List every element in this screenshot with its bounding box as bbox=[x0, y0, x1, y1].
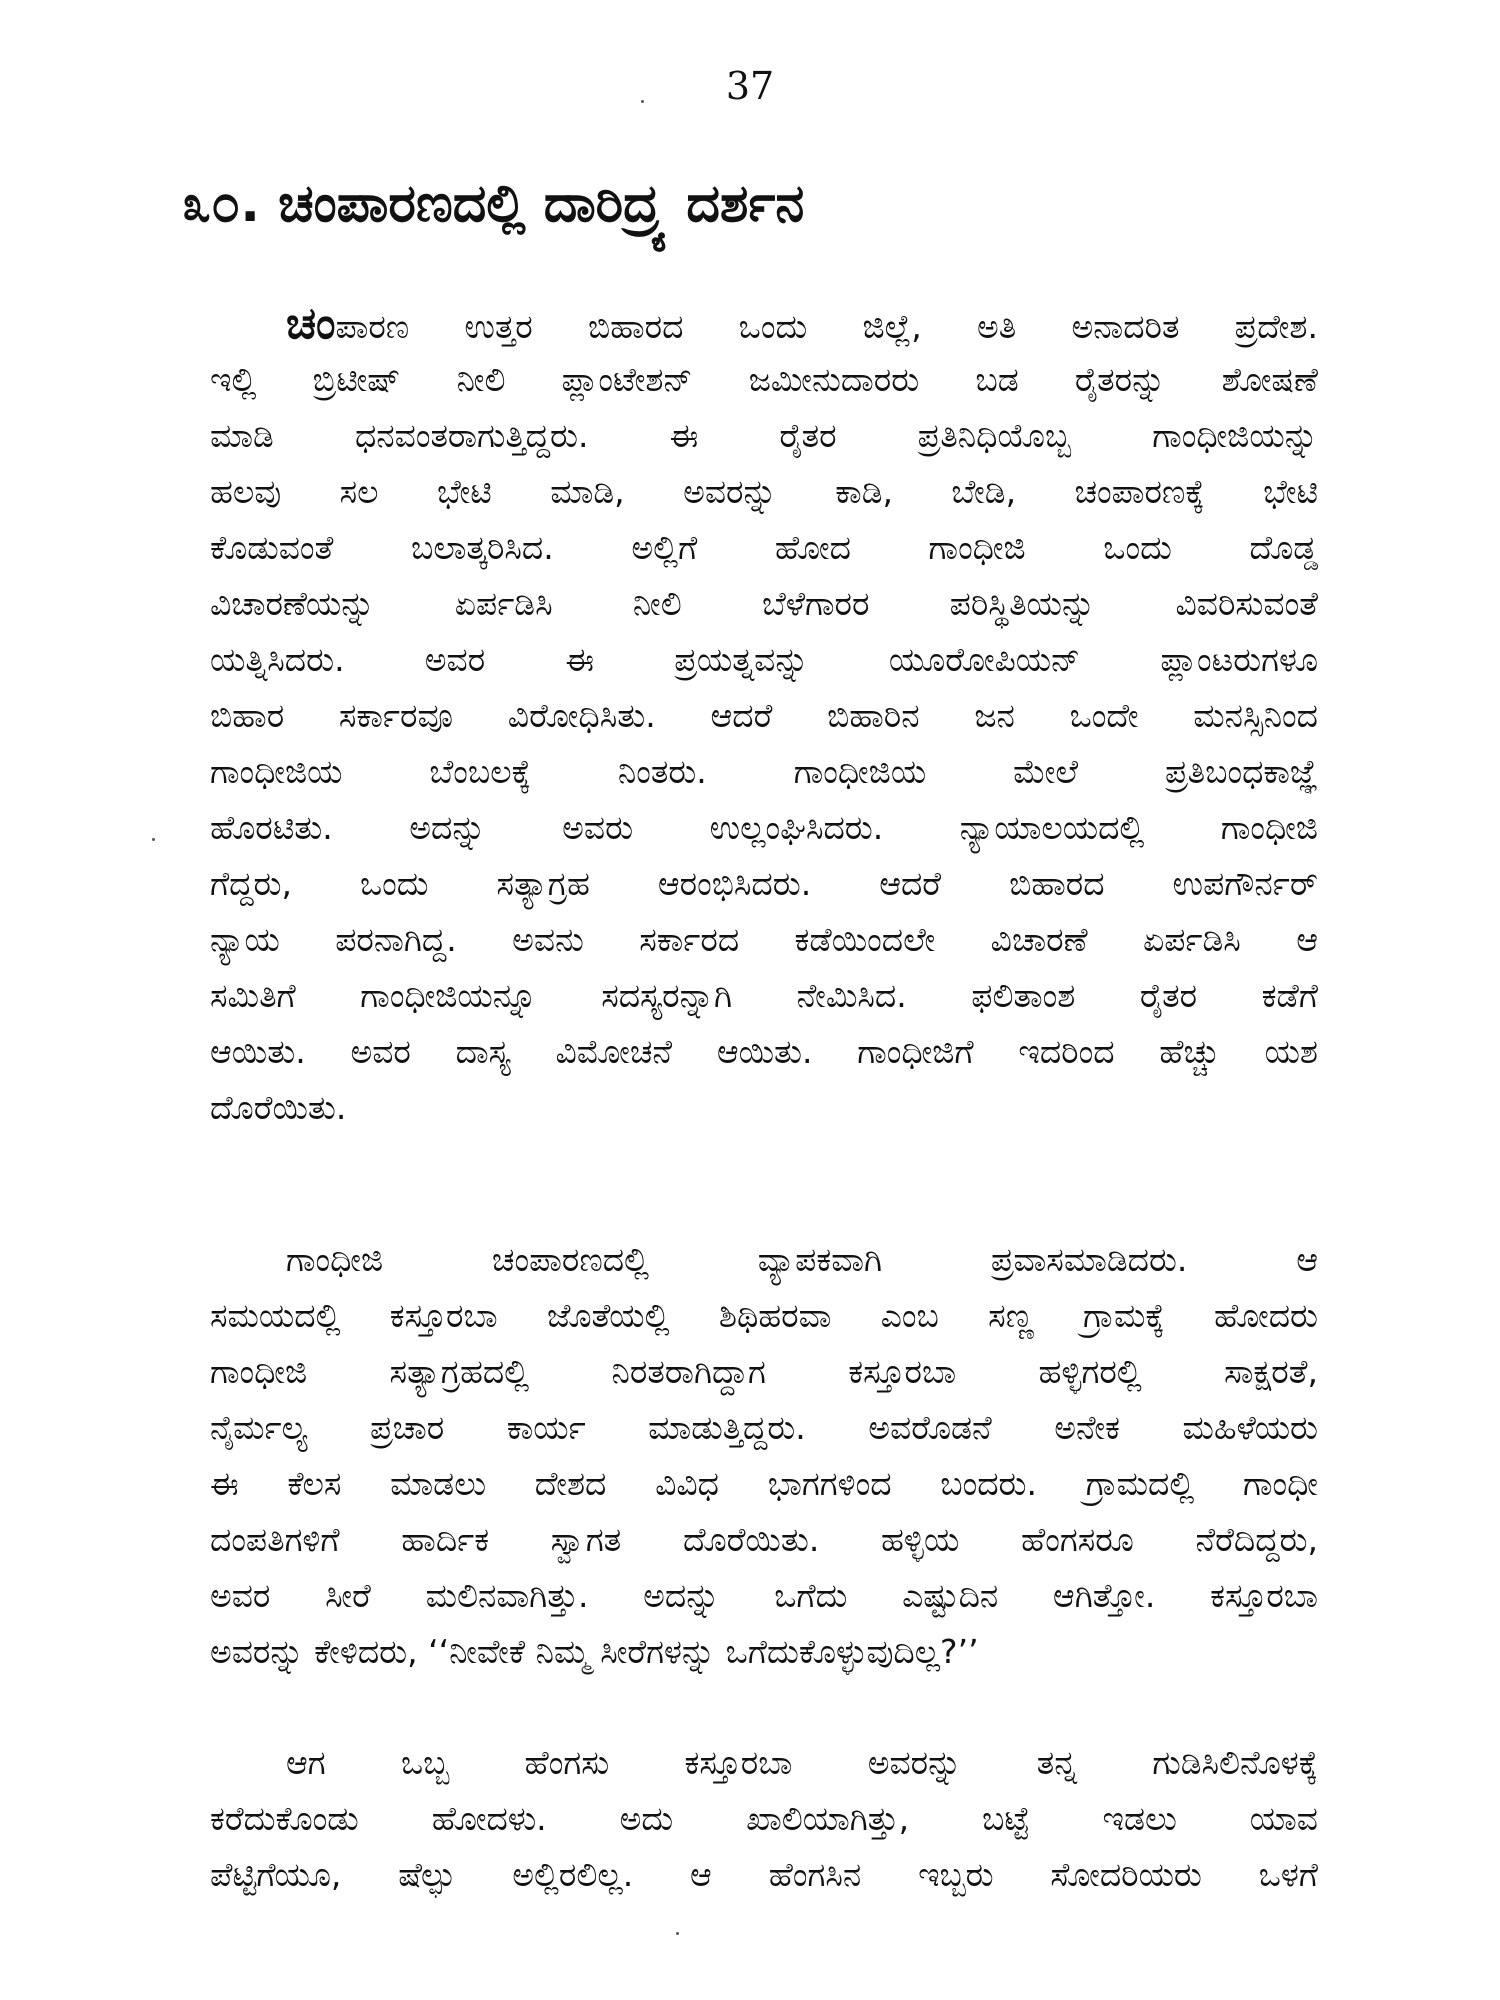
paragraph-line: ಅವರನ್ನು ಕೇಳಿದರು, ‘‘ನೀವೇಕೆ ನಿಮ್ಮ ಸೀರೆಗಳನ್ನು ಒಗೆದುಕೊಳ್ಳುವುದಿಲ್ಲ?’’ bbox=[210, 1632, 979, 1671]
paragraph-line: ಈ ಕೆಲಸ ಮಾಡಲು ದೇಶದ ವಿವಿಧ ಭಾಗಗಳಿಂದ ಬಂದರು. ಗ್ರಾಮದಲ್ಲಿ ಗಾಂಧೀ bbox=[210, 1464, 1318, 1503]
paragraph-line: ಸಮಿತಿಗೆ ಗಾಂಧೀಜಿಯನ್ನೂ ಸದಸ್ಯರನ್ನಾಗಿ ನೇಮಿಸಿದ. ಫಲಿತಾಂಶ ರೈತರ ಕಡೆಗೆ bbox=[210, 976, 1318, 1015]
scan-speck bbox=[676, 1932, 679, 1935]
paragraph-line: ಅವರ ಸೀರೆ ಮಲಿನವಾಗಿತ್ತು. ಅದನ್ನು ಒಗೆದು ಎಷ್ಟುದಿನ ಆಗಿತ್ತೋ. ಕಸ್ತೂರಬಾ bbox=[210, 1576, 1318, 1615]
paragraph-line: ಆಗ ಒಬ್ಬ ಹೆಂಗಸು ಕಸ್ತೂರಬಾ ಅವರನ್ನು ತನ್ನ ಗುಡಿಸಿಲಿನೊಳಕ್ಕೆ bbox=[286, 1743, 1318, 1782]
scan-speck bbox=[152, 838, 155, 841]
paragraph-line: ಗೆದ್ದರು, ಒಂದು ಸತ್ಯಾಗ್ರಹ ಆರಂಭಿಸಿದರು. ಆದರೆ ಬಿಹಾರದ ಉಪಗೌರ್ನರ್ bbox=[210, 864, 1318, 903]
paragraph-3 bbox=[210, 1735, 1318, 1903]
page-number: 37 bbox=[725, 64, 775, 108]
paragraph-line: ದಂಪತಿಗಳಿಗೆ ಹಾರ್ದಿಕ ಸ್ವಾಗತ ದೊರೆಯಿತು. ಹಳ್ಳಿಯ ಹೆಂಗಸರೂ ನೆರೆದಿದ್ದರು, bbox=[210, 1520, 1318, 1559]
paragraph-line: ಇಲ್ಲಿ ಬ್ರಿಟೀಷ್ ನೀಲಿ ಪ್ಲಾಂಟೇಶನ್ ಜಮೀನುದಾರರು ಬಡ ರೈತರನ್ನು ಶೋಷಣೆ bbox=[210, 360, 1318, 399]
paragraph-line: ನ್ಯಾಯ ಪರನಾಗಿದ್ದ. ಅವನು ಸರ್ಕಾರದ ಕಡೆಯಿಂದಲೇ ವಿಚಾರಣೆ ಏರ್ಪಡಿಸಿ ಆ bbox=[210, 920, 1318, 959]
line-text: ಪಾರಣ ಉತ್ತರ ಬಿಹಾರದ ಒಂದು ಜಿಲ್ಲೆ, ಅತಿ ಅನಾದರಿತ ಪ್ರದೇಶ. bbox=[335, 307, 1318, 346]
paragraph-line: ದೊರೆಯಿತು. bbox=[210, 1088, 347, 1127]
paragraph-line: ಗಾಂಧೀಜಿ ಸತ್ಯಾಗ್ರಹದಲ್ಲಿ ನಿರತರಾಗಿದ್ದಾಗ ಕಸ್ತೂರಬಾ ಹಳ್ಳಿಗರಲ್ಲಿ ಸಾಕ್ಷರತೆ, bbox=[210, 1352, 1318, 1391]
paragraph-line: ಕರೆದುಕೊಂಡು ಹೋದಳು. ಅದು ಖಾಲಿಯಾಗಿತ್ತು, ಬಟ್ಟೆ ಇಡಲು ಯಾವ bbox=[210, 1799, 1318, 1838]
paragraph-1 bbox=[210, 296, 1318, 1136]
paragraph-line: ಯತ್ನಿಸಿದರು. ಅವರ ಈ ಪ್ರಯತ್ನವನ್ನು ಯೂರೋಪಿಯನ್ ಪ್ಲಾಂಟರುಗಳೂ bbox=[210, 640, 1318, 679]
paragraph-line: ಮಾಡಿ ಧನವಂತರಾಗುತ್ತಿದ್ದರು. ಈ ರೈತರ ಪ್ರತಿನಿಧಿಯೊಬ್ಬ ಗಾಂಧೀಜಿಯನ್ನು bbox=[210, 416, 1318, 455]
paragraph-line: ಪೆಟ್ಟಿಗೆಯೂ, ಷೆಲ್ಫು ಅಲ್ಲಿರಲಿಲ್ಲ. ಆ ಹೆಂಗಸಿನ ಇಬ್ಬರು ಸೋದರಿಯರು ಒಳಗೆ bbox=[210, 1855, 1318, 1894]
scan-speck bbox=[641, 100, 644, 103]
paragraph-line: ಗಾಂಧೀಜಿ ಚಂಪಾರಣದಲ್ಲಿ ವ್ಯಾಪಕವಾಗಿ ಪ್ರವಾಸಮಾಡಿದರು. ಆ bbox=[286, 1240, 1318, 1279]
drop-cap: ಚಂ bbox=[286, 298, 336, 349]
paragraph-line bbox=[210, 296, 1318, 352]
paragraph-line: ಹೊರಟಿತು. ಅದನ್ನು ಅವರು ಉಲ್ಲಂಘಿಸಿದರು. ನ್ಯಾಯಾಲಯದಲ್ಲಿ ಗಾಂಧೀಜಿ bbox=[210, 808, 1318, 847]
paragraph-line: ವಿಚಾರಣೆಯನ್ನು ಏರ್ಪಡಿಸಿ ನೀಲಿ ಬೆಳೆಗಾರರ ಪರಿಸ್ಥಿತಿಯನ್ನು ವಿವರಿಸುವಂತೆ bbox=[210, 584, 1318, 623]
paragraph-line: ಗಾಂಧೀಜಿಯ ಬೆಂಬಲಕ್ಕೆ ನಿಂತರು. ಗಾಂಧೀಜಿಯ ಮೇಲೆ ಪ್ರತಿಬಂಧಕಾಜ್ಞೆ bbox=[210, 752, 1318, 791]
paragraph-line: ಸಮಯದಲ್ಲಿ ಕಸ್ತೂರಬಾ ಜೊತೆಯಲ್ಲಿ ಶಿಥಿಹರವಾ ಎಂಬ ಸಣ್ಣ ಗ್ರಾಮಕ್ಕೆ ಹೋದರು bbox=[210, 1296, 1318, 1335]
paragraph-line: ಆಯಿತು. ಅವರ ದಾಸ್ಯ ವಿಮೋಚನೆ ಆಯಿತು. ಗಾಂಧೀಜಿಗೆ ಇದರಿಂದ ಹೆಚ್ಚು ಯಶ bbox=[210, 1032, 1318, 1071]
paragraph-2 bbox=[210, 1232, 1318, 1680]
paragraph-line: ಹಲವು ಸಲ ಭೇಟಿ ಮಾಡಿ, ಅವರನ್ನು ಕಾಡಿ, ಬೇಡಿ, ಚಂಪಾರಣಕ್ಕೆ ಭೇಟಿ bbox=[210, 472, 1318, 511]
chapter-title: ೩೦. ಚಂಪಾರಣದಲ್ಲಿ ದಾರಿದ್ರ್ಯ ದರ್ಶನ bbox=[182, 174, 805, 234]
paragraph-line: ಬಿಹಾರ ಸರ್ಕಾರವೂ ವಿರೋಧಿಸಿತು. ಆದರೆ ಬಿಹಾರಿನ ಜನ ಒಂದೇ ಮನಸ್ಸಿನಿಂದ bbox=[210, 696, 1318, 735]
paragraph-line: ನೈರ್ಮಲ್ಯ ಪ್ರಚಾರ ಕಾರ್ಯ ಮಾಡುತ್ತಿದ್ದರು. ಅವರೊಡನೆ ಅನೇಕ ಮಹಿಳೆಯರು bbox=[210, 1408, 1318, 1447]
paragraph-line: ಕೊಡುವಂತೆ ಬಲಾತ್ಕರಿಸಿದ. ಅಲ್ಲಿಗೆ ಹೋದ ಗಾಂಧೀಜಿ ಒಂದು ದೊಡ್ಡ bbox=[210, 528, 1318, 567]
